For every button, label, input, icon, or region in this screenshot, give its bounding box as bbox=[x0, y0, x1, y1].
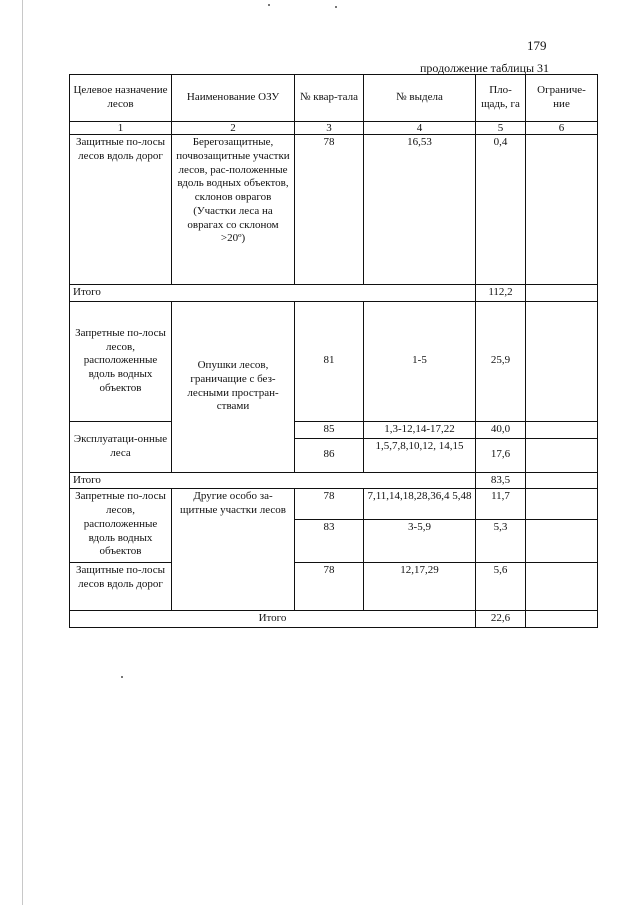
table-header-row bbox=[70, 75, 598, 122]
scan-speck bbox=[335, 6, 337, 8]
restriction-cell bbox=[526, 135, 598, 285]
total-area: 22,6 bbox=[476, 611, 526, 628]
column-number: 2 bbox=[172, 122, 295, 135]
total-label: Итого bbox=[70, 472, 476, 489]
plot-cell: 1,3-12,14-17,22 bbox=[364, 421, 476, 438]
total-label: Итого bbox=[70, 611, 476, 628]
plot-cell: 1,5,7,8,10,12, 14,15 bbox=[364, 438, 476, 472]
table-continuation-caption: продолжение таблицы 31 bbox=[420, 61, 550, 75]
area-cell: 11,7 bbox=[476, 489, 526, 520]
column-number: 1 bbox=[70, 122, 172, 135]
page-number: 179 bbox=[527, 38, 547, 53]
total-label: Итого bbox=[70, 285, 476, 302]
forest-protection-table bbox=[69, 74, 598, 628]
plot-cell: 12,17,29 bbox=[364, 563, 476, 611]
area-cell: 0,4 bbox=[476, 135, 526, 285]
header-restriction: Ограниче-ние bbox=[526, 75, 598, 122]
header-quarter: № квар-тала bbox=[295, 75, 364, 122]
plot-cell: 1-5 bbox=[364, 301, 476, 421]
quarter-cell: 78 bbox=[295, 135, 364, 285]
ozu-cell: Берегозащитные, почвозащитные участки лесов, рас-положенные вдоль водных объектов, склонов оврагов (Участки леса на оврагах со склоном >20º) bbox=[172, 135, 295, 285]
total-area: 112,2 bbox=[476, 285, 526, 302]
ozu-cell: Опушки лесов, граничащие с без-лесными простран-ствами bbox=[172, 301, 295, 472]
binding-line bbox=[22, 0, 23, 905]
plot-cell: 3-5,9 bbox=[364, 520, 476, 563]
area-cell: 5,6 bbox=[476, 563, 526, 611]
table-row bbox=[70, 301, 598, 421]
restriction-cell bbox=[526, 285, 598, 302]
total-row bbox=[70, 285, 598, 302]
table-row bbox=[70, 489, 598, 520]
ozu-cell: Другие особо за-щитные участки лесов bbox=[172, 489, 295, 611]
quarter-cell: 86 bbox=[295, 438, 364, 472]
restriction-cell bbox=[526, 472, 598, 489]
header-purpose: Целевое назначение лесов bbox=[70, 75, 172, 122]
quarter-cell: 83 bbox=[295, 520, 364, 563]
table-row bbox=[70, 421, 598, 438]
restriction-cell bbox=[526, 301, 598, 421]
scan-speck bbox=[268, 4, 270, 6]
restriction-cell bbox=[526, 520, 598, 563]
restriction-cell bbox=[526, 611, 598, 628]
quarter-cell: 78 bbox=[295, 489, 364, 520]
quarter-cell: 81 bbox=[295, 301, 364, 421]
plot-cell: 16,53 bbox=[364, 135, 476, 285]
purpose-cell: Эксплуатаци-онные леса bbox=[70, 421, 172, 472]
column-number-row bbox=[70, 122, 598, 135]
header-area: Пло-щадь, га bbox=[476, 75, 526, 122]
column-number: 6 bbox=[526, 122, 598, 135]
total-row bbox=[70, 472, 598, 489]
restriction-cell bbox=[526, 563, 598, 611]
column-number: 3 bbox=[295, 122, 364, 135]
area-cell: 25,9 bbox=[476, 301, 526, 421]
quarter-cell: 85 bbox=[295, 421, 364, 438]
column-number: 4 bbox=[364, 122, 476, 135]
restriction-cell bbox=[526, 438, 598, 472]
table-row bbox=[70, 135, 598, 285]
table-row bbox=[70, 563, 598, 611]
area-cell: 5,3 bbox=[476, 520, 526, 563]
scan-speck bbox=[121, 676, 123, 678]
area-cell: 17,6 bbox=[476, 438, 526, 472]
purpose-cell: Запретные по-лосы лесов, расположенные вдоль водных объектов bbox=[70, 301, 172, 421]
total-area: 83,5 bbox=[476, 472, 526, 489]
restriction-cell bbox=[526, 489, 598, 520]
header-plot: № выдела bbox=[364, 75, 476, 122]
quarter-cell: 78 bbox=[295, 563, 364, 611]
plot-cell: 7,11,14,18,28,36,4 5,48 bbox=[364, 489, 476, 520]
restriction-cell bbox=[526, 421, 598, 438]
column-number: 5 bbox=[476, 122, 526, 135]
purpose-cell: Запретные по-лосы лесов, расположенные вдоль водных объектов bbox=[70, 489, 172, 563]
header-ozu-name: Наименование ОЗУ bbox=[172, 75, 295, 122]
total-row bbox=[70, 611, 598, 628]
purpose-cell: Защитные по-лосы лесов вдоль дорог bbox=[70, 135, 172, 285]
area-cell: 40,0 bbox=[476, 421, 526, 438]
purpose-cell: Защитные по-лосы лесов вдоль дорог bbox=[70, 563, 172, 611]
